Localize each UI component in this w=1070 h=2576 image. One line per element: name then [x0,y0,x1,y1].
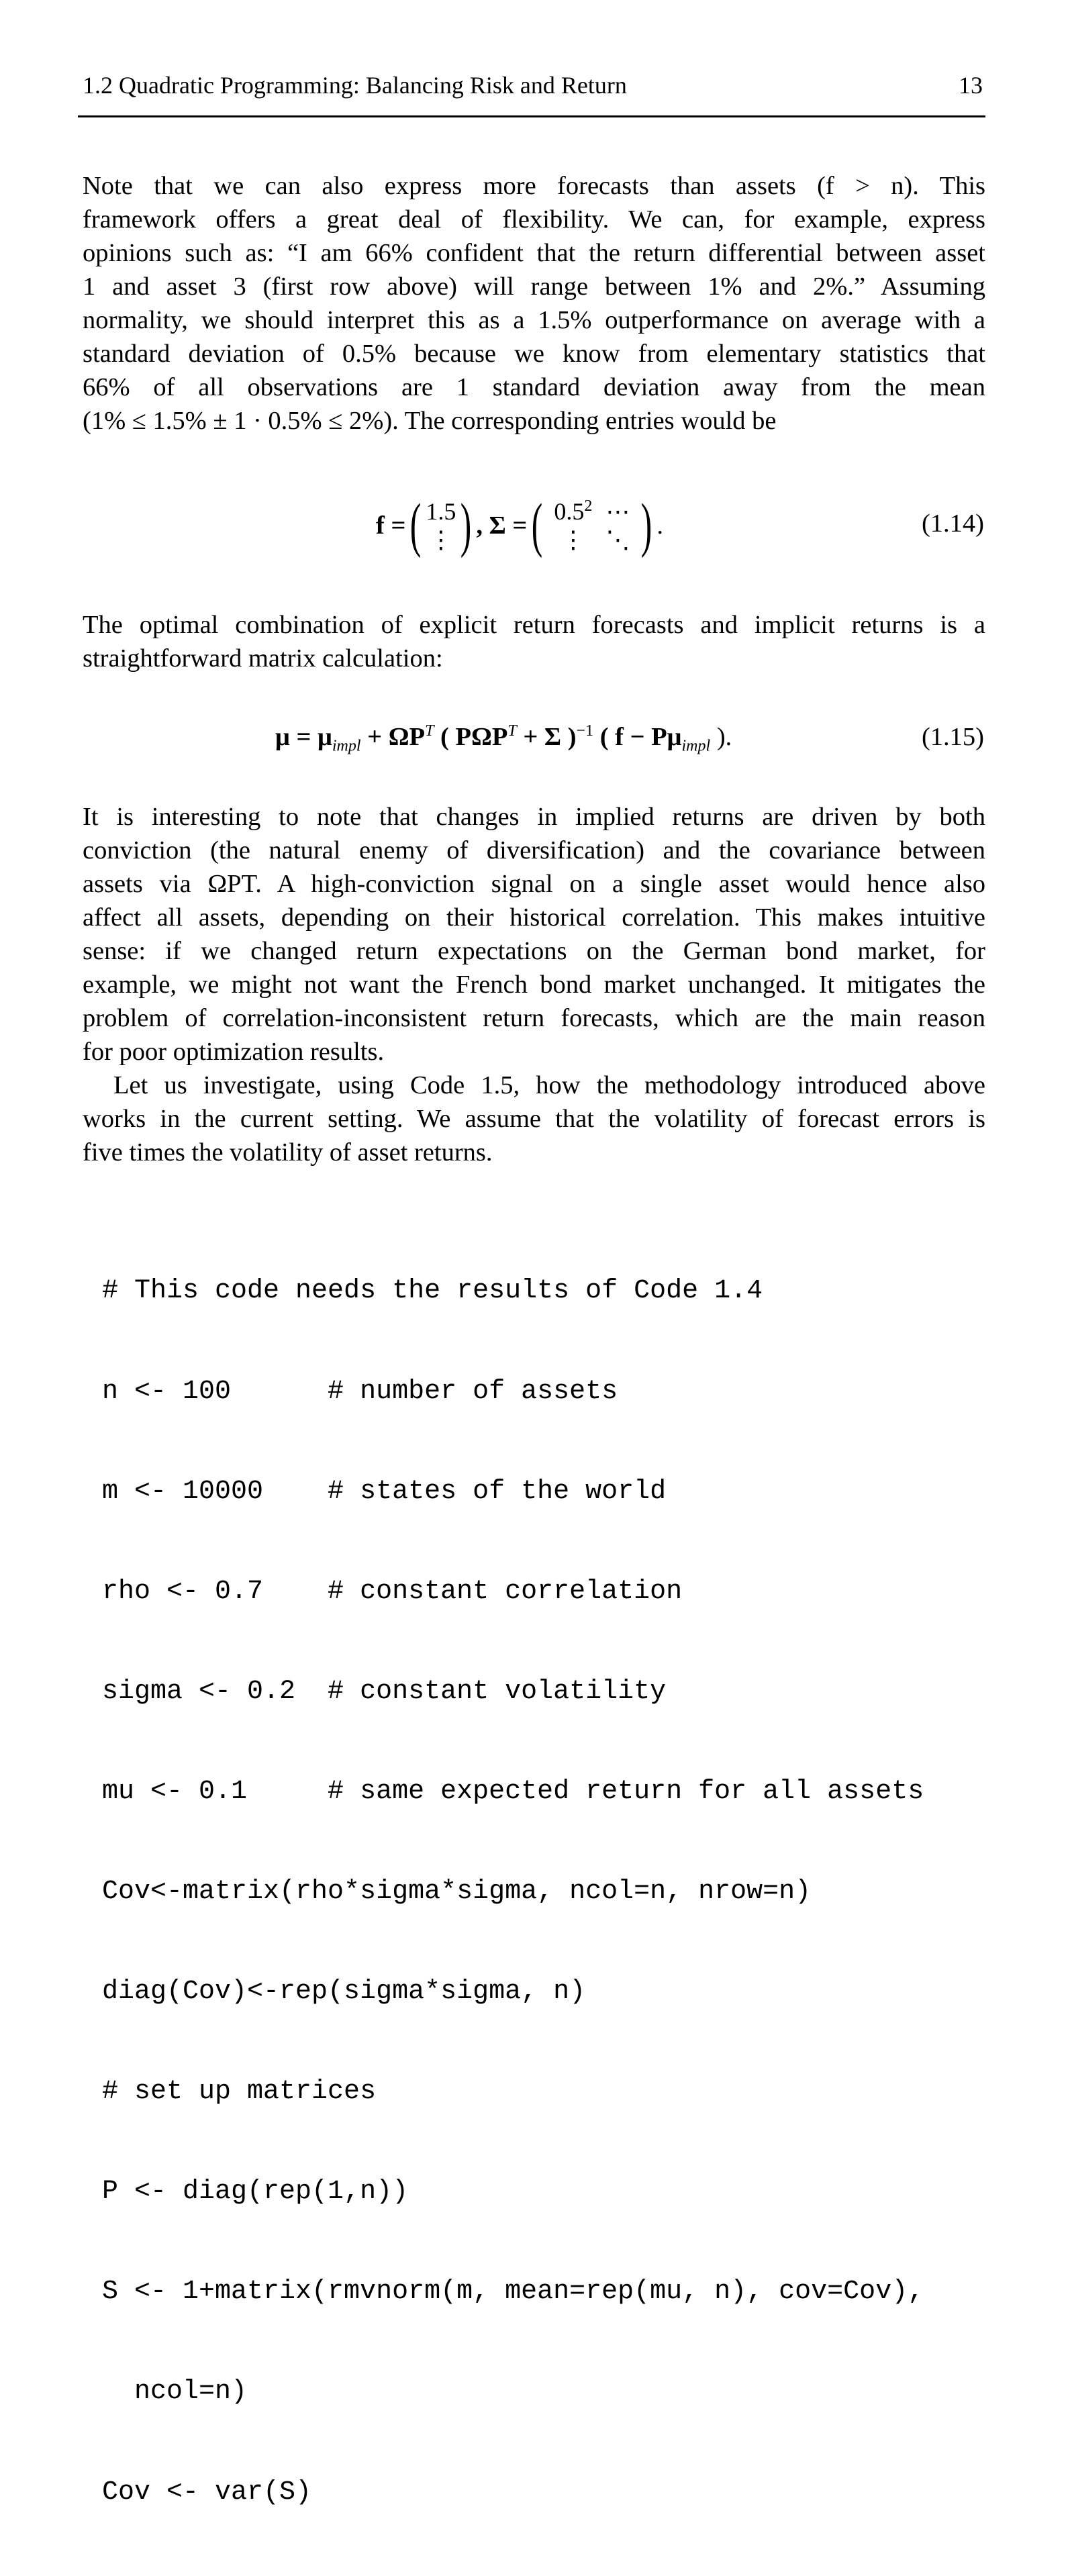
paragraph-forecasts [83,169,985,438]
paragraph-optimal-combination [83,608,985,675]
code-line: n <- 100 # number of assets [102,1376,618,1407]
sigma-ddots: ⋱ [605,526,630,553]
text-line: straightforward matrix calculation: [83,644,443,673]
text-line: problem of correlation-inconsistent return forecasts, which are the main reason [83,1004,985,1032]
code-listing [102,1208,924,2576]
paragraph-implied-returns [83,800,985,1069]
eq-impl-sub: impl [681,737,711,755]
text-line: five times the volatility of asset returns. [83,1138,493,1167]
code-line: # set up matrices [102,2077,377,2108]
text-line: affect all assets, depending on their historical correlation. This makes intuitive [83,903,985,932]
equation-1-14 [0,482,1070,569]
code-line: S <- 1+matrix(rmvnorm(m, mean=rep(mu, n), cov=Cov), [102,2277,924,2308]
text-line: It is interesting to note that changes in implied returns are driven by both [83,803,985,831]
sigma-top: 0.5 [554,498,585,525]
text-line: sense: if we changed return expectations on the German bond market, for [83,937,985,965]
text-line: normality, we should interpret this as a 1.5% outperformance on average with a [83,306,985,334]
code-line: sigma <- 0.2 # constant volatility [102,1676,667,1707]
code-line: m <- 10000 # states of the world [102,1476,667,1507]
eq-inverse: −1 [576,722,594,740]
sigma-matrix [547,497,636,554]
eq-open: ( PΩP [434,723,508,751]
eq-sigma-label: , Σ = [476,511,528,540]
eq-transpose: T [425,722,434,740]
text-line: conviction (the natural enemy of diversification) and the covariance between [83,836,985,864]
sigma-exponent: 2 [584,497,593,515]
text-line: for poor optimization results. [83,1038,385,1066]
text-line: framework offers a great deal of flexibility. We can, for example, express [83,205,985,234]
code-line: diag(Cov)<-rep(sigma*sigma, n) [102,1977,586,2008]
code-line: rho <- 0.7 # constant correlation [102,1576,683,1607]
eq-impl-sub: impl [332,737,361,755]
paragraph-investigate [83,1069,985,1169]
text-line: Note that we can also express more forecasts than assets (f > n). This [83,172,985,200]
right-paren: ) [460,492,472,558]
eq-close: ). [710,723,732,751]
text-line: example, we might not want the French bond market unchanged. It mitigates the [83,971,985,999]
right-paren: ) [641,492,652,558]
sigma-vdots: ⋮ [561,526,585,553]
page-number: 13 [959,72,983,99]
code-line: Cov <- var(S) [102,2477,312,2508]
text-line: works in the current setting. We assume that the volatility of forecast errors is [83,1105,985,1133]
text-line: (1% ≤ 1.5% ± 1 · 0.5% ≤ 2%). The corresponding entries would be [83,407,777,435]
text-line: opinions such as: “I am 66% confident that the return differential between asset [83,239,985,267]
left-paren: ( [532,492,543,558]
eq-plus-sigma: + Σ ) [516,723,577,751]
header-rule [78,115,985,117]
text-line: Let us investigate, using Code 1.5, how the methodology introduced above [113,1071,985,1099]
eq-mu: μ = μ [275,723,332,751]
code-line: # This code needs the results of Code 1.4 [102,1276,763,1307]
text-line: 1 and asset 3 (first row above) will range between 1% and 2%.” Assuming [83,273,985,301]
left-paren: ( [410,492,422,558]
text-line: standard deviation of 0.5% because we know from elementary statistics that [83,340,985,368]
text-line: 66% of all observations are 1 standard deviation away from the mean [83,373,985,401]
eq-transpose: T [507,722,517,740]
f-vector-top: 1.5 [426,498,456,525]
code-line: mu <- 0.1 # same expected return for all assets [102,1776,924,1807]
eq-f-label: f = [376,511,406,540]
equation-1-15 [0,718,1070,758]
code-line: ncol=n) [102,2377,248,2408]
f-vector-dots: ⋮ [428,526,453,553]
text-line: assets via ΩPT. A high-conviction signal on a single asset would hence also [83,870,985,898]
eq-period: . [656,511,663,540]
eq-f-minus: ( f − Pμ [593,723,682,751]
f-vector [426,497,456,554]
equation-number: (1.15) [921,723,984,751]
sigma-hdots: ⋯ [605,498,630,525]
code-line: P <- diag(rep(1,n)) [102,2177,409,2208]
text-line: The optimal combination of explicit return forecasts and implicit returns is a [83,611,985,639]
code-line: Cov<-matrix(rho*sigma*sigma, ncol=n, nrow=n) [102,1876,812,1907]
equation-number: (1.14) [921,509,984,538]
eq-term-omega-p: + ΩP [360,723,426,751]
running-header-title: 1.2 Quadratic Programming: Balancing Risk and Return [83,72,627,99]
